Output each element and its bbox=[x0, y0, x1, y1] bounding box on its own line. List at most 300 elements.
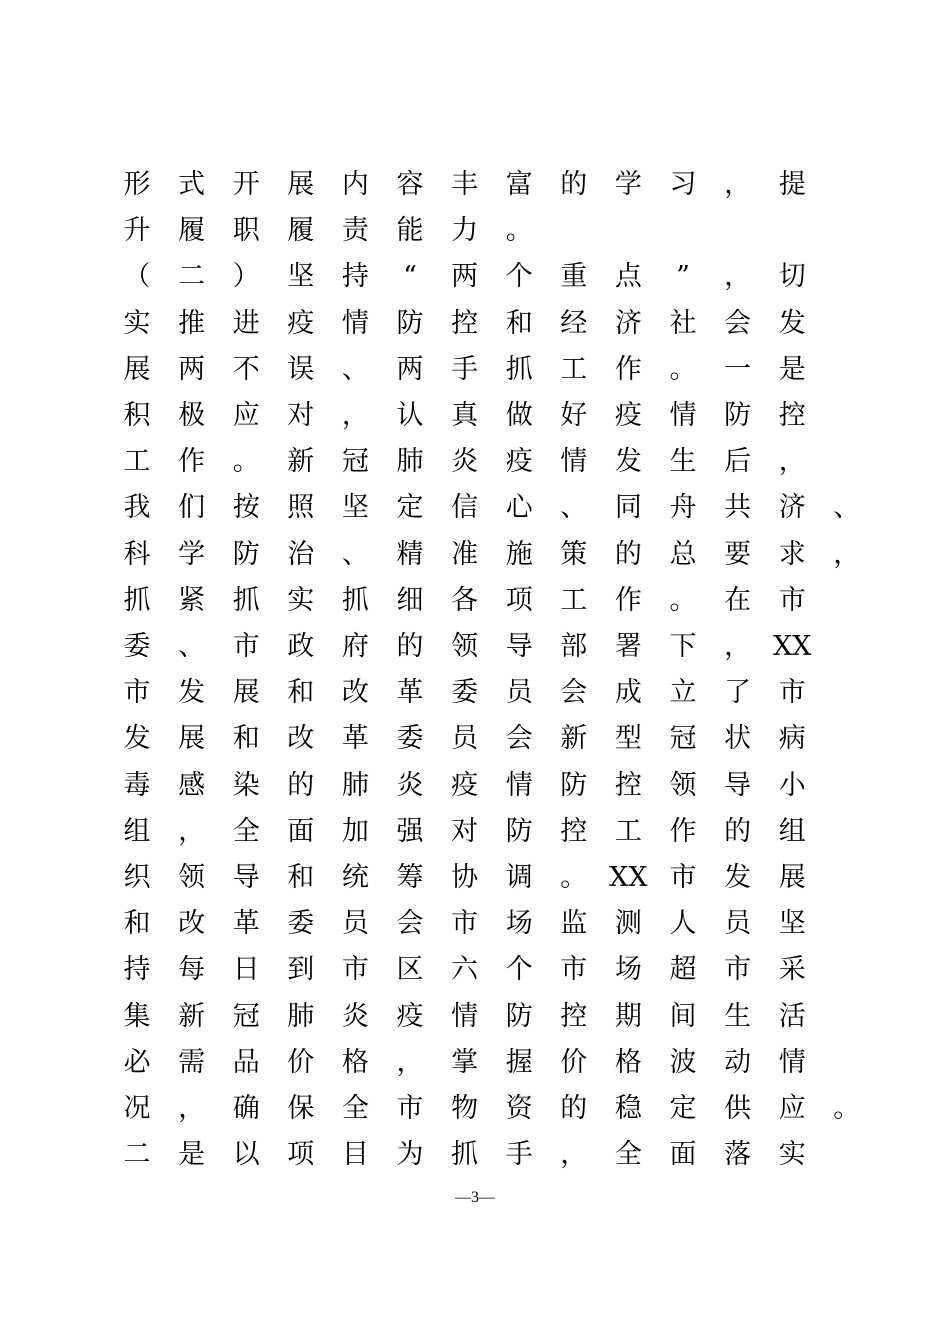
text-char: 员 bbox=[341, 908, 369, 940]
text-char: 府 bbox=[341, 631, 369, 662]
text-char: 抓 bbox=[123, 584, 151, 616]
text-char: 展 bbox=[778, 862, 806, 893]
text-char: 职 bbox=[232, 215, 260, 247]
text-line bbox=[0, 393, 950, 439]
text-char: 和 bbox=[232, 723, 260, 755]
text-char: 情 bbox=[505, 769, 533, 801]
text-char: 。 bbox=[833, 1093, 861, 1124]
text-line bbox=[0, 301, 950, 347]
text-char: 的 bbox=[560, 1093, 588, 1124]
text-char: 落 bbox=[724, 1139, 752, 1171]
text-char: 发 bbox=[724, 862, 752, 893]
text-char: 是 bbox=[778, 353, 806, 385]
text-char: 全 bbox=[341, 1093, 369, 1124]
text-char: 导 bbox=[724, 769, 752, 801]
text-char: 疫 bbox=[505, 446, 533, 478]
text-char: 区 bbox=[396, 954, 424, 986]
text-char: 控 bbox=[560, 1000, 588, 1032]
text-char: 协 bbox=[451, 862, 479, 893]
text-char: 握 bbox=[505, 1046, 533, 1078]
text-char: 和 bbox=[287, 862, 315, 893]
text-char: 小 bbox=[778, 769, 806, 801]
text-char: 积 bbox=[123, 400, 151, 431]
text-char: 毒 bbox=[123, 769, 151, 801]
text-char: ， bbox=[724, 261, 752, 293]
text-char: 革 bbox=[396, 677, 424, 709]
text-line bbox=[0, 1132, 950, 1178]
text-line bbox=[0, 532, 950, 578]
text-char: 的 bbox=[724, 815, 752, 847]
text-char: 二 bbox=[178, 261, 206, 293]
text-char: 员 bbox=[451, 723, 479, 755]
text-char: 加 bbox=[341, 815, 369, 847]
text-char: 生 bbox=[669, 446, 697, 478]
text-char: 市 bbox=[724, 954, 752, 986]
text-char: 不 bbox=[232, 353, 260, 385]
text-char: 控 bbox=[560, 815, 588, 847]
text-char: 控 bbox=[451, 307, 479, 339]
text-char: 立 bbox=[669, 677, 697, 709]
text-char: 物 bbox=[451, 1093, 479, 1124]
text-char: 目 bbox=[341, 1139, 369, 1171]
text-char: “ bbox=[403, 261, 417, 293]
text-char: 求 bbox=[778, 538, 806, 570]
text-char: 监 bbox=[560, 908, 588, 940]
text-char: 手 bbox=[505, 1139, 533, 1171]
text-char: ， bbox=[833, 538, 861, 570]
text-char: 两 bbox=[451, 261, 479, 293]
text-char: 实 bbox=[123, 307, 151, 339]
text-char: 一 bbox=[724, 353, 752, 385]
text-line bbox=[0, 763, 950, 809]
text-char: 员 bbox=[724, 908, 752, 940]
text-char: 政 bbox=[287, 631, 315, 662]
text-char: 照 bbox=[287, 492, 315, 524]
text-char: 履 bbox=[287, 215, 315, 247]
text-char: 市 bbox=[669, 862, 697, 893]
text-char: 在 bbox=[724, 584, 752, 616]
text-char: 。 bbox=[560, 862, 588, 893]
text-char: 到 bbox=[287, 954, 315, 986]
text-char: 抓 bbox=[232, 584, 260, 616]
text-char: 防 bbox=[396, 307, 424, 339]
text-line bbox=[0, 855, 950, 901]
text-char: 济 bbox=[614, 307, 642, 339]
text-char: 全 bbox=[614, 1139, 642, 1171]
text-char: 发 bbox=[778, 307, 806, 339]
text-char: 展 bbox=[287, 169, 315, 200]
text-char: 防 bbox=[560, 769, 588, 801]
text-line bbox=[0, 208, 950, 254]
text-char: ， bbox=[178, 815, 206, 847]
text-char: 市 bbox=[560, 954, 588, 986]
text-char: 日 bbox=[232, 954, 260, 986]
text-char: 署 bbox=[614, 631, 642, 662]
text-char: 炎 bbox=[396, 769, 424, 801]
text-char: ， bbox=[178, 1093, 206, 1124]
text-char: 肺 bbox=[287, 1000, 315, 1032]
text-line bbox=[0, 994, 950, 1040]
text-char: ） bbox=[232, 261, 260, 293]
text-char: ， bbox=[396, 1046, 424, 1078]
text-char: 稳 bbox=[614, 1093, 642, 1124]
text-line bbox=[0, 485, 950, 531]
text-char: 工 bbox=[560, 584, 588, 616]
text-char: 做 bbox=[505, 400, 533, 431]
text-char: 富 bbox=[505, 169, 533, 200]
text-char: 工 bbox=[614, 815, 642, 847]
text-char: 。 bbox=[232, 446, 260, 478]
text-char: 市 bbox=[778, 584, 806, 616]
text-char: 施 bbox=[505, 538, 533, 570]
text-char: 项 bbox=[287, 1139, 315, 1171]
text-char: 革 bbox=[341, 723, 369, 755]
text-char: 会 bbox=[505, 723, 533, 755]
text-char: 治 bbox=[287, 538, 315, 570]
text-char: 冠 bbox=[669, 723, 697, 755]
text-char: 以 bbox=[232, 1139, 260, 1171]
text-char: 供 bbox=[724, 1093, 752, 1124]
text-char: 升 bbox=[123, 215, 151, 247]
text-char: 控 bbox=[614, 769, 642, 801]
text-line bbox=[0, 1086, 950, 1132]
text-char: 丰 bbox=[451, 169, 479, 200]
text-char: 价 bbox=[287, 1046, 315, 1078]
text-char: 防 bbox=[505, 815, 533, 847]
text-char: 领 bbox=[669, 769, 697, 801]
text-char: 冠 bbox=[232, 1000, 260, 1032]
text-char: ， bbox=[724, 169, 752, 200]
text-char: 委 bbox=[287, 908, 315, 940]
text-char: 精 bbox=[396, 538, 424, 570]
text-char: 成 bbox=[614, 677, 642, 709]
text-char: 学 bbox=[178, 538, 206, 570]
text-char: 测 bbox=[614, 908, 642, 940]
text-char: 委 bbox=[396, 723, 424, 755]
text-char: 能 bbox=[396, 215, 424, 247]
text-char: 资 bbox=[505, 1093, 533, 1124]
text-char: 两 bbox=[178, 353, 206, 385]
text-char: 需 bbox=[178, 1046, 206, 1078]
text-char: 切 bbox=[778, 261, 806, 293]
text-char: 真 bbox=[451, 400, 479, 431]
text-line bbox=[0, 439, 950, 485]
text-char: ， bbox=[778, 446, 806, 478]
text-char: 场 bbox=[614, 954, 642, 986]
text-char: 导 bbox=[505, 631, 533, 662]
text-char: ” bbox=[676, 261, 690, 293]
text-char: 必 bbox=[123, 1046, 151, 1078]
text-char: 展 bbox=[232, 677, 260, 709]
text-char: 染 bbox=[232, 769, 260, 801]
text-char: 抓 bbox=[451, 1139, 479, 1171]
text-char: 好 bbox=[560, 400, 588, 431]
text-char: 会 bbox=[560, 677, 588, 709]
text-char: 、 bbox=[560, 492, 588, 524]
text-char: 改 bbox=[178, 908, 206, 940]
text-char: 部 bbox=[560, 631, 588, 662]
text-char: 委 bbox=[123, 631, 151, 662]
text-char: 社 bbox=[669, 307, 697, 339]
text-char: 发 bbox=[123, 723, 151, 755]
text-char: 作 bbox=[614, 584, 642, 616]
text-char: 感 bbox=[178, 769, 206, 801]
text-char: 疫 bbox=[396, 1000, 424, 1032]
text-char: XX bbox=[772, 631, 812, 662]
text-char: 炎 bbox=[341, 1000, 369, 1032]
text-char: 市 bbox=[451, 908, 479, 940]
text-char: 认 bbox=[396, 400, 424, 431]
text-line bbox=[0, 347, 950, 393]
text-char: 。 bbox=[669, 353, 697, 385]
text-char: 舟 bbox=[669, 492, 697, 524]
text-char: 价 bbox=[560, 1046, 588, 1078]
text-char: ， bbox=[724, 631, 752, 662]
text-char: 情 bbox=[560, 446, 588, 478]
text-char: 项 bbox=[505, 584, 533, 616]
text-char: 的 bbox=[287, 769, 315, 801]
text-char: 力 bbox=[451, 215, 479, 247]
text-line bbox=[0, 624, 950, 670]
text-char: 对 bbox=[287, 400, 315, 431]
text-char: 发 bbox=[178, 677, 206, 709]
text-char: 重 bbox=[560, 261, 588, 293]
text-char: 委 bbox=[451, 677, 479, 709]
text-char: 集 bbox=[123, 1000, 151, 1032]
text-char: 统 bbox=[341, 862, 369, 893]
text-char: 市 bbox=[123, 677, 151, 709]
text-char: 会 bbox=[724, 307, 752, 339]
text-char: 市 bbox=[396, 1093, 424, 1124]
text-char: 按 bbox=[232, 492, 260, 524]
text-char: 场 bbox=[505, 908, 533, 940]
text-char: 活 bbox=[778, 1000, 806, 1032]
text-line bbox=[0, 809, 950, 855]
text-char: 防 bbox=[232, 538, 260, 570]
text-char: 会 bbox=[396, 908, 424, 940]
text-char: 、 bbox=[341, 353, 369, 385]
text-char: 履 bbox=[178, 215, 206, 247]
text-char: 学 bbox=[614, 169, 642, 200]
text-char: 疫 bbox=[614, 400, 642, 431]
text-char: 。 bbox=[669, 584, 697, 616]
text-char: 准 bbox=[451, 538, 479, 570]
text-char: 应 bbox=[232, 400, 260, 431]
text-char: 济 bbox=[778, 492, 806, 524]
text-char: 坚 bbox=[778, 908, 806, 940]
text-char: 面 bbox=[669, 1139, 697, 1171]
text-char: 的 bbox=[560, 169, 588, 200]
text-char: 应 bbox=[778, 1093, 806, 1124]
text-char: 信 bbox=[451, 492, 479, 524]
text-char: 型 bbox=[614, 723, 642, 755]
text-char: 品 bbox=[232, 1046, 260, 1078]
text-char: 间 bbox=[669, 1000, 697, 1032]
text-char: 波 bbox=[669, 1046, 697, 1078]
text-char: 坚 bbox=[341, 492, 369, 524]
text-char: 疫 bbox=[451, 769, 479, 801]
text-char: 情 bbox=[778, 1046, 806, 1078]
text-char: 和 bbox=[505, 307, 533, 339]
text-char: 市 bbox=[341, 954, 369, 986]
text-char: 面 bbox=[287, 815, 315, 847]
text-char: 新 bbox=[287, 446, 315, 478]
text-char: 实 bbox=[287, 584, 315, 616]
text-char: 为 bbox=[396, 1139, 424, 1171]
text-char: 持 bbox=[123, 954, 151, 986]
text-char: 领 bbox=[451, 631, 479, 662]
text-char: 筹 bbox=[396, 862, 424, 893]
text-char: 后 bbox=[724, 446, 752, 478]
text-char: 抓 bbox=[341, 584, 369, 616]
text-char: 科 bbox=[123, 538, 151, 570]
text-line bbox=[0, 901, 950, 947]
text-char: 强 bbox=[396, 815, 424, 847]
text-char: XX bbox=[609, 862, 648, 893]
page-number: —3— bbox=[455, 1189, 495, 1206]
text-char: 格 bbox=[614, 1046, 642, 1078]
text-char: 对 bbox=[451, 815, 479, 847]
text-char: 的 bbox=[614, 538, 642, 570]
text-char: 了 bbox=[724, 677, 752, 709]
text-char: 人 bbox=[669, 908, 697, 940]
text-char: 状 bbox=[724, 723, 752, 755]
text-char: 和 bbox=[287, 677, 315, 709]
text-char: 超 bbox=[669, 954, 697, 986]
text-char: 提 bbox=[778, 169, 806, 200]
text-char: 格 bbox=[341, 1046, 369, 1078]
text-char: 两 bbox=[396, 353, 424, 385]
text-char: 革 bbox=[232, 908, 260, 940]
text-char: 每 bbox=[178, 954, 206, 986]
text-line bbox=[0, 162, 950, 208]
text-char: 。 bbox=[505, 215, 533, 247]
text-char: 误 bbox=[287, 353, 315, 385]
text-line bbox=[0, 947, 950, 993]
text-char: 、 bbox=[341, 538, 369, 570]
text-char: 责 bbox=[341, 215, 369, 247]
text-char: 采 bbox=[778, 954, 806, 986]
text-char: 期 bbox=[614, 1000, 642, 1032]
text-char: 六 bbox=[451, 954, 479, 986]
text-char: 要 bbox=[724, 538, 752, 570]
text-char: 、 bbox=[833, 492, 861, 524]
text-char: 病 bbox=[778, 723, 806, 755]
text-char: 改 bbox=[287, 723, 315, 755]
text-char: 心 bbox=[505, 492, 533, 524]
text-char: 展 bbox=[123, 353, 151, 385]
text-char: 导 bbox=[232, 862, 260, 893]
text-char: 习 bbox=[669, 169, 697, 200]
text-line bbox=[0, 716, 950, 762]
text-char: 持 bbox=[341, 261, 369, 293]
text-char: 作 bbox=[614, 353, 642, 385]
text-char: 点 bbox=[614, 261, 642, 293]
text-char: 极 bbox=[178, 400, 206, 431]
text-char: 防 bbox=[505, 1000, 533, 1032]
text-char: 实 bbox=[778, 1139, 806, 1171]
text-char: 工 bbox=[560, 353, 588, 385]
text-char: 容 bbox=[396, 169, 424, 200]
text-char: 作 bbox=[669, 815, 697, 847]
text-char: 推 bbox=[178, 307, 206, 339]
text-char: 工 bbox=[123, 446, 151, 478]
text-char: 市 bbox=[232, 631, 260, 662]
text-char: 个 bbox=[505, 261, 533, 293]
text-char: 是 bbox=[178, 1139, 206, 1171]
text-char: 领 bbox=[178, 862, 206, 893]
text-char: 新 bbox=[178, 1000, 206, 1032]
text-char: 改 bbox=[341, 677, 369, 709]
text-char: 手 bbox=[451, 353, 479, 385]
text-char: 情 bbox=[451, 1000, 479, 1032]
text-char: 肺 bbox=[341, 769, 369, 801]
text-char: 各 bbox=[451, 584, 479, 616]
text-char: 控 bbox=[778, 400, 806, 431]
text-char: 组 bbox=[123, 815, 151, 847]
text-char: 们 bbox=[178, 492, 206, 524]
text-char: 二 bbox=[123, 1139, 151, 1171]
text-char: 的 bbox=[396, 631, 424, 662]
text-char: 经 bbox=[560, 307, 588, 339]
text-char: 细 bbox=[396, 584, 424, 616]
text-char: 防 bbox=[724, 400, 752, 431]
text-char: 策 bbox=[560, 538, 588, 570]
text-line bbox=[0, 254, 950, 300]
text-char: ， bbox=[560, 1139, 588, 1171]
text-char: 坚 bbox=[287, 261, 315, 293]
text-char: （ bbox=[123, 261, 151, 293]
text-char: 动 bbox=[724, 1046, 752, 1078]
text-char: 炎 bbox=[451, 446, 479, 478]
text-char: 和 bbox=[123, 908, 151, 940]
text-char: 新 bbox=[560, 723, 588, 755]
text-char: 定 bbox=[396, 492, 424, 524]
text-char: ， bbox=[341, 400, 369, 431]
text-char: 作 bbox=[178, 446, 206, 478]
text-char: 共 bbox=[724, 492, 752, 524]
text-char: 调 bbox=[505, 862, 533, 893]
text-char: 生 bbox=[724, 1000, 752, 1032]
text-char: 紧 bbox=[178, 584, 206, 616]
text-char: 个 bbox=[505, 954, 533, 986]
text-char: 内 bbox=[341, 169, 369, 200]
text-char: 肺 bbox=[396, 446, 424, 478]
text-char: 况 bbox=[123, 1093, 151, 1124]
text-line bbox=[0, 670, 950, 716]
text-char: 确 bbox=[232, 1093, 260, 1124]
text-char: 冠 bbox=[341, 446, 369, 478]
text-char: 发 bbox=[614, 446, 642, 478]
text-char: 抓 bbox=[505, 353, 533, 385]
text-char: 情 bbox=[669, 400, 697, 431]
text-char: 织 bbox=[123, 862, 151, 893]
text-char: 疫 bbox=[287, 307, 315, 339]
text-char: 我 bbox=[123, 492, 151, 524]
text-char: 员 bbox=[505, 677, 533, 709]
text-char: 总 bbox=[669, 538, 697, 570]
text-char: 展 bbox=[178, 723, 206, 755]
text-char: 市 bbox=[778, 677, 806, 709]
text-char: 组 bbox=[778, 815, 806, 847]
text-char: 式 bbox=[178, 169, 206, 200]
text-char: 下 bbox=[669, 631, 697, 662]
text-char: 保 bbox=[287, 1093, 315, 1124]
text-char: 开 bbox=[232, 169, 260, 200]
text-char: 掌 bbox=[451, 1046, 479, 1078]
text-char: 、 bbox=[178, 631, 206, 662]
text-char: 全 bbox=[232, 815, 260, 847]
